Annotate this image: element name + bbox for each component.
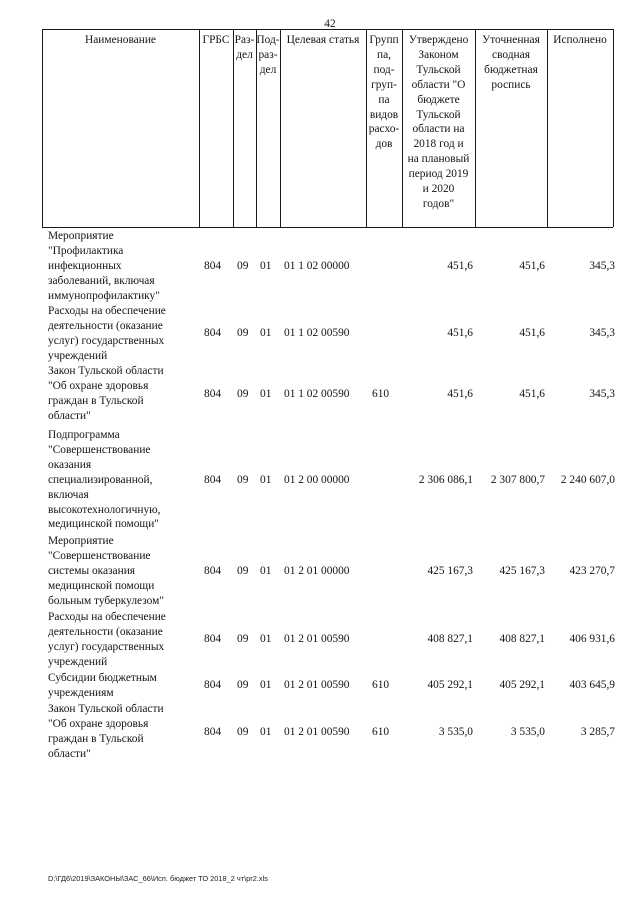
row-approved: 408 827,1 [427,633,473,645]
row-refined: 2 307 800,7 [490,474,545,486]
row-group: 610 [372,388,390,400]
row-grbs: 804 [204,327,222,339]
file-path-footer: D:\ГД6\2019\ЗАКОНЫ\ЗАС_66\Исп. бюджет ТО 2018_2 чт\pr2.xls [48,874,268,883]
row-razdel: 09 [237,327,249,339]
row-refined: 408 827,1 [499,633,545,645]
row-refined: 425 167,3 [499,565,545,577]
row-approved: 425 167,3 [427,565,473,577]
row-grbs: 804 [204,260,222,272]
row-podrazdel: 01 [260,260,272,272]
header-podrazdel: Под- раз- дел [256,34,280,76]
header-approved: Утверждено Законом Тульской области "О бюджете Тульской области на 2018 год и на плановый период 2019 и 2020 годов" [407,34,470,210]
header-grbs: ГРБС [202,34,230,46]
row-name: Подпрограмма "Совершенствование оказания специализированной, включая высокотехнологичную, медицинской помощи" [48,429,161,531]
row-razdel: 09 [237,726,249,738]
row-target: 01 1 02 00000 [284,260,350,272]
row-podrazdel: 01 [260,327,272,339]
row-razdel: 09 [237,260,249,272]
row-name: Мероприятие "Профилактика инфекционных заболеваний, включая иммунопрофилактику" [48,230,160,302]
column-border [42,29,43,227]
row-razdel: 09 [237,474,249,486]
page-number: 42 [324,18,336,30]
row-name: Закон Тульской области "Об охране здоровья граждан в Тульской области" [48,365,164,422]
header-name: Наименование [85,34,156,46]
row-podrazdel: 01 [260,565,272,577]
row-grbs: 804 [204,388,222,400]
row-target: 01 2 01 00000 [284,565,350,577]
row-group: 610 [372,726,390,738]
row-executed: 406 931,6 [569,633,615,645]
row-grbs: 804 [204,726,222,738]
row-target: 01 2 01 00590 [284,726,350,738]
row-podrazdel: 01 [260,633,272,645]
row-razdel: 09 [237,633,249,645]
row-executed: 345,3 [589,388,615,400]
row-grbs: 804 [204,633,222,645]
row-executed: 2 240 607,0 [560,474,615,486]
row-approved: 451,6 [447,327,473,339]
header-group: Групп па, под- груп- па видов расхо- дов [368,34,400,151]
row-refined: 451,6 [519,388,545,400]
row-grbs: 804 [204,474,222,486]
row-target: 01 1 02 00590 [284,388,350,400]
header-bottom-border [42,227,613,228]
row-refined: 3 535,0 [510,726,545,738]
column-border [280,29,281,227]
row-name: Закон Тульской области "Об охране здоровья граждан в Тульской области" [48,703,164,760]
row-podrazdel: 01 [260,679,272,691]
row-refined: 451,6 [519,327,545,339]
row-target: 01 2 01 00590 [284,679,350,691]
column-border [547,29,548,227]
row-name: Субсидии бюджетным учреждениям [48,672,157,699]
row-name: Мероприятие "Совершенствование системы оказания медицинской помощи больным туберкулезом" [48,535,165,607]
row-executed: 423 270,7 [569,565,615,577]
row-approved: 451,6 [447,260,473,272]
column-border [199,29,200,227]
row-target: 01 2 01 00590 [284,633,350,645]
row-approved: 3 535,0 [438,726,473,738]
row-target: 01 1 02 00590 [284,327,350,339]
row-refined: 405 292,1 [499,679,545,691]
header-target: Целевая статья [286,34,360,46]
row-executed: 345,3 [589,260,615,272]
row-razdel: 09 [237,565,249,577]
row-razdel: 09 [237,388,249,400]
row-executed: 345,3 [589,327,615,339]
column-border [613,29,614,227]
row-approved: 451,6 [447,388,473,400]
row-refined: 451,6 [519,260,545,272]
header-refined: Уточненная сводная бюджетная роспись [482,34,540,91]
header-top-border [42,29,613,30]
row-name: Расходы на обеспечение деятельности (оказание услуг) государственных учреждений [48,305,166,362]
row-approved: 405 292,1 [427,679,473,691]
row-name: Расходы на обеспечение деятельности (оказание услуг) государственных учреждений [48,611,166,668]
row-grbs: 804 [204,679,222,691]
header-razdel: Раз- дел [234,34,255,61]
row-razdel: 09 [237,679,249,691]
row-podrazdel: 01 [260,388,272,400]
row-podrazdel: 01 [260,726,272,738]
header-executed: Исполнено [553,34,607,46]
row-approved: 2 306 086,1 [418,474,473,486]
row-target: 01 2 00 00000 [284,474,350,486]
row-executed: 403 645,9 [569,679,615,691]
row-grbs: 804 [204,565,222,577]
row-executed: 3 285,7 [580,726,615,738]
row-group: 610 [372,679,390,691]
row-podrazdel: 01 [260,474,272,486]
